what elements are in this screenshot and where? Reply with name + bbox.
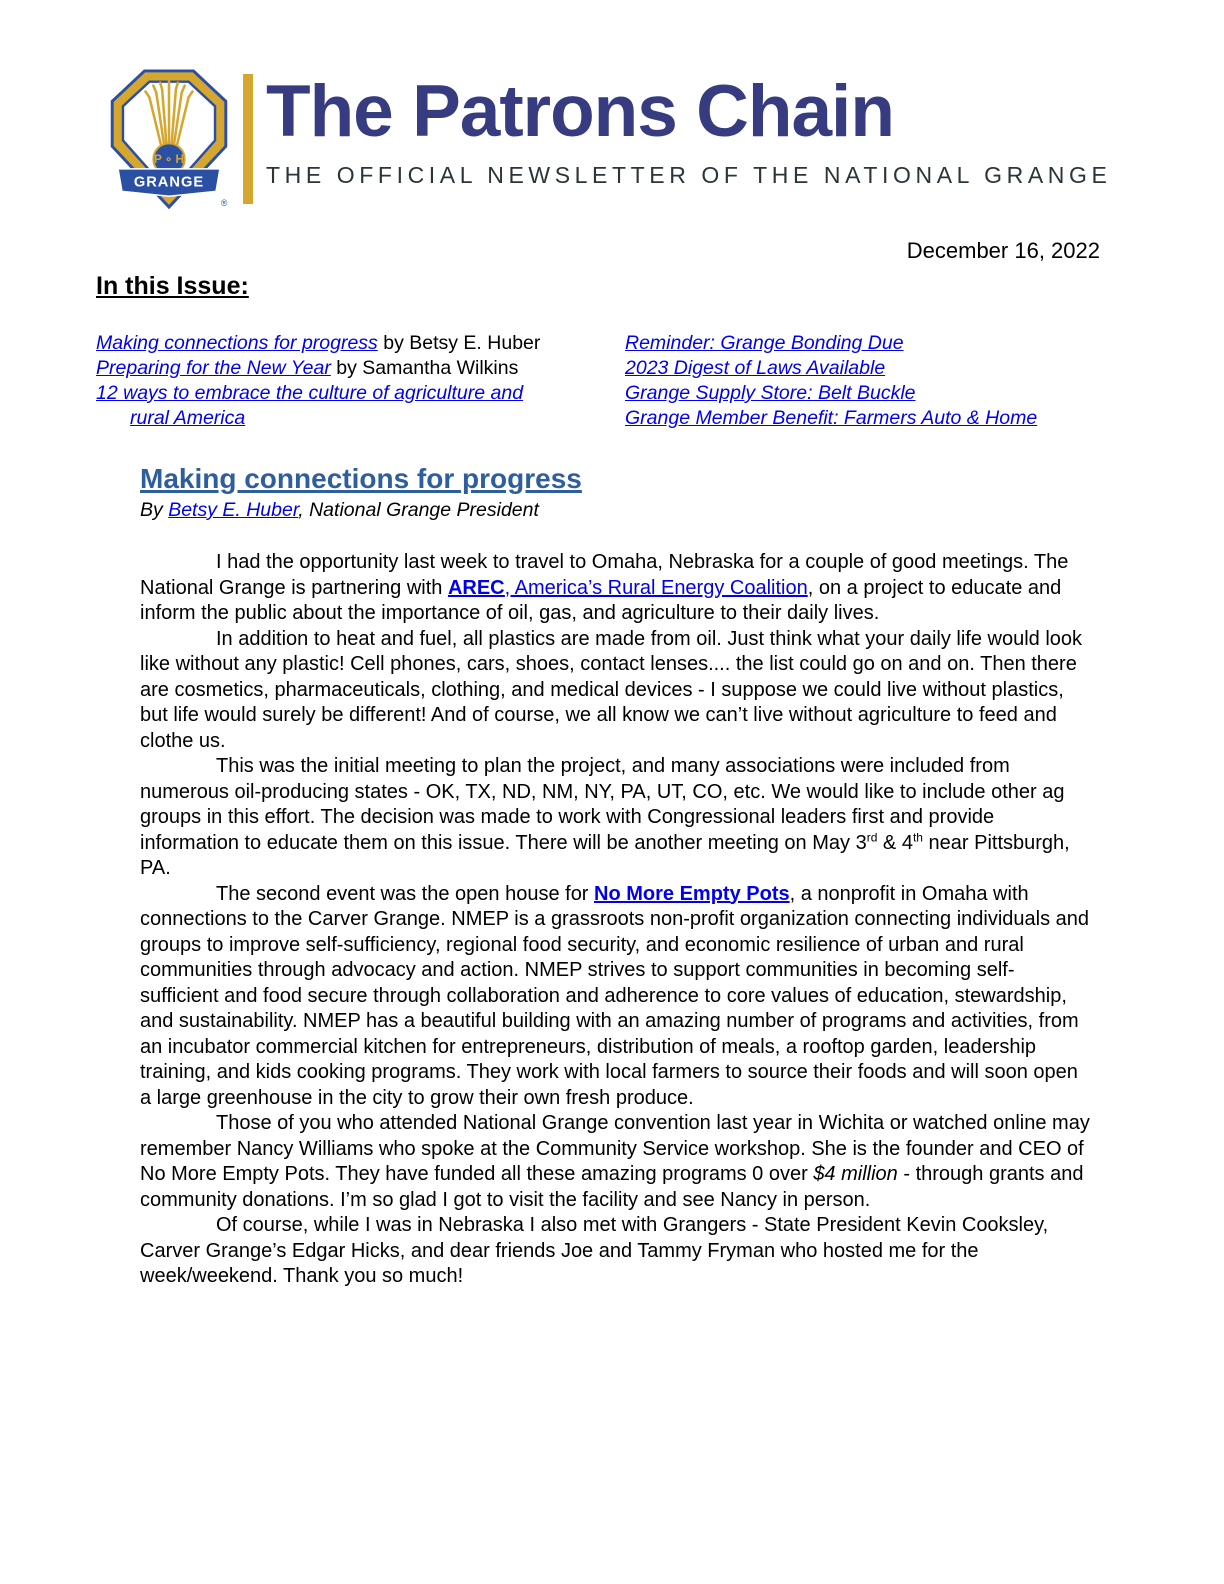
text-segment: near Pittsburgh, PA. [140,831,1070,879]
issue-date: December 16, 2022 [906,238,1100,263]
toc-left-column [96,331,625,431]
toc-item [96,406,625,431]
author-link[interactable]: Betsy E. Huber [168,499,299,521]
article-body [140,550,1090,1290]
article-byline [140,499,1090,522]
table-of-contents [96,331,1224,431]
text-segment: & 4 [877,831,913,854]
text-segment: , a nonprofit in Omaha with connections to the Carver Grange. NMEP is a grassroots non-profit organization connecting individuals and groups to improve self-sufficiency, regional food security, and economic resilience of urban and rural communities through advocacy and action. NMEP strives to support communities in becoming self-sufficient and food secure through collaboration and adherence to core values of education, stewardship, and sustainability. NMEP has a beautiful building with an amazing number of programs and activities, from an incubator commercial kitchen for entrepreneurs, distribution of meals, a rooftop garden, leadership training, and kids cooking programs. They work with local farmers to source their foods and will soon open a large greenhouse in the city to grow their own fresh produce. [140,882,1090,1109]
registered-mark: ® [220,198,228,209]
toc-link-making-connections[interactable]: Making connections for progress [96,332,378,354]
toc-link-member-benefit[interactable]: Grange Member Benefit: Farmers Auto & Home [625,407,1038,429]
toc-link-supply-store[interactable]: Grange Supply Store: Belt Buckle [625,382,916,404]
paragraph-4 [140,882,1090,1112]
newsletter-subtitle: THE OFFICIAL NEWSLETTER OF THE NATIONAL GRANGE [266,162,1112,188]
no-more-empty-pots-link[interactable]: No More Empty Pots [594,882,790,905]
paragraph-2: In addition to heat and fuel, all plastics are made from oil. Just think what your daily life would look like without any plastic! Cell phones, cars, shoes, contact lenses.... the list could go on and on. Then there are cosmetics, pharmaceuticals, clothing, and medical devices - I suppose we could live without plastics, but life would surely be different! And of course, we all know we can’t live without agriculture to feed and clothe us. [140,627,1083,752]
masthead [104,68,1224,210]
paragraph-5 [140,1111,1090,1213]
toc-item-byline: by Samantha Wilkins [330,357,519,379]
grange-banner-label: GRANGE [133,174,205,191]
paragraph-3 [140,754,1090,882]
paragraph-1 [140,550,1090,627]
article [140,463,1090,1290]
toc-item [625,381,1224,406]
toc-heading: In this Issue: [96,272,249,300]
emphasized-amount: $4 million [813,1163,898,1185]
masthead-text [266,68,1111,189]
toc-link-preparing-new-year[interactable]: Preparing for the New Year [96,357,331,379]
ph-label: P ∘ H [154,152,184,166]
toc-item [625,406,1224,431]
newsletter-title: The Patrons Chain [266,71,894,152]
toc-item [96,331,625,356]
grange-logo-icon [104,68,234,210]
text-segment: The second event was the open house for [216,882,595,905]
ordinal-superscript: th [912,829,923,844]
toc-link-12-ways-line2[interactable]: rural America [130,407,246,429]
arec-coalition-link[interactable]: , America’s Rural Energy Coalition [504,576,808,599]
article-title: Making connections for progress [140,463,582,494]
text-segment: , on a project to educate and inform the public about the importance of oil, gas, and agriculture to their daily lives. [140,576,1062,624]
text-segment: This was the initial meeting to plan the project, and many associations were included from numerous oil-producing states - OK, TX, ND, NM, NY, PA, UT, CO, etc. We would like to include other ag groups in this effort. The decision was made to work with Congressional leaders first and provide information to educate them on this issue. There will be another meeting on May 3 [140,755,1065,854]
ordinal-superscript: rd [866,829,878,844]
masthead-divider [243,74,253,204]
text-segment: - through grants and community donations. I’m so glad I got to visit the facility and see Nancy in person. [140,1163,1084,1211]
toc-item-byline: by Betsy E. Huber [377,332,541,354]
toc-item [96,356,625,381]
toc-link-grange-bonding[interactable]: Reminder: Grange Bonding Due [625,332,904,354]
paragraph-6: Of course, while I was in Nebraska I also met with Grangers - State President Kevin Cooksley, Carver Grange’s Edgar Hicks, and dear friends Joe and Tammy Fryman who hosted me for the week/weekend. Thank you so much! [140,1214,1049,1287]
arec-link[interactable]: AREC [447,576,505,599]
toc-item [625,356,1224,381]
byline-suffix: , National Grange President [298,499,539,521]
toc-item [625,331,1224,356]
text-segment: Those of you who attended National Grange convention last year in Wichita or watched online may remember Nancy Williams who spoke at the Community Service workshop. She is the founder and CEO of No More Empty Pots. They have funded all these amazing programs 0 over [140,1112,1090,1185]
toc-link-12-ways-line1[interactable]: 12 ways to embrace the culture of agriculture and [96,382,524,404]
toc-item [96,381,625,406]
toc-link-digest-of-laws[interactable]: 2023 Digest of Laws Available [625,357,886,379]
toc-right-column [625,331,1224,431]
text-segment: I had the opportunity last week to travel to Omaha, Nebraska for a couple of good meetings. The National Grange is partnering with [140,551,1069,599]
byline-prefix: By [140,499,169,521]
